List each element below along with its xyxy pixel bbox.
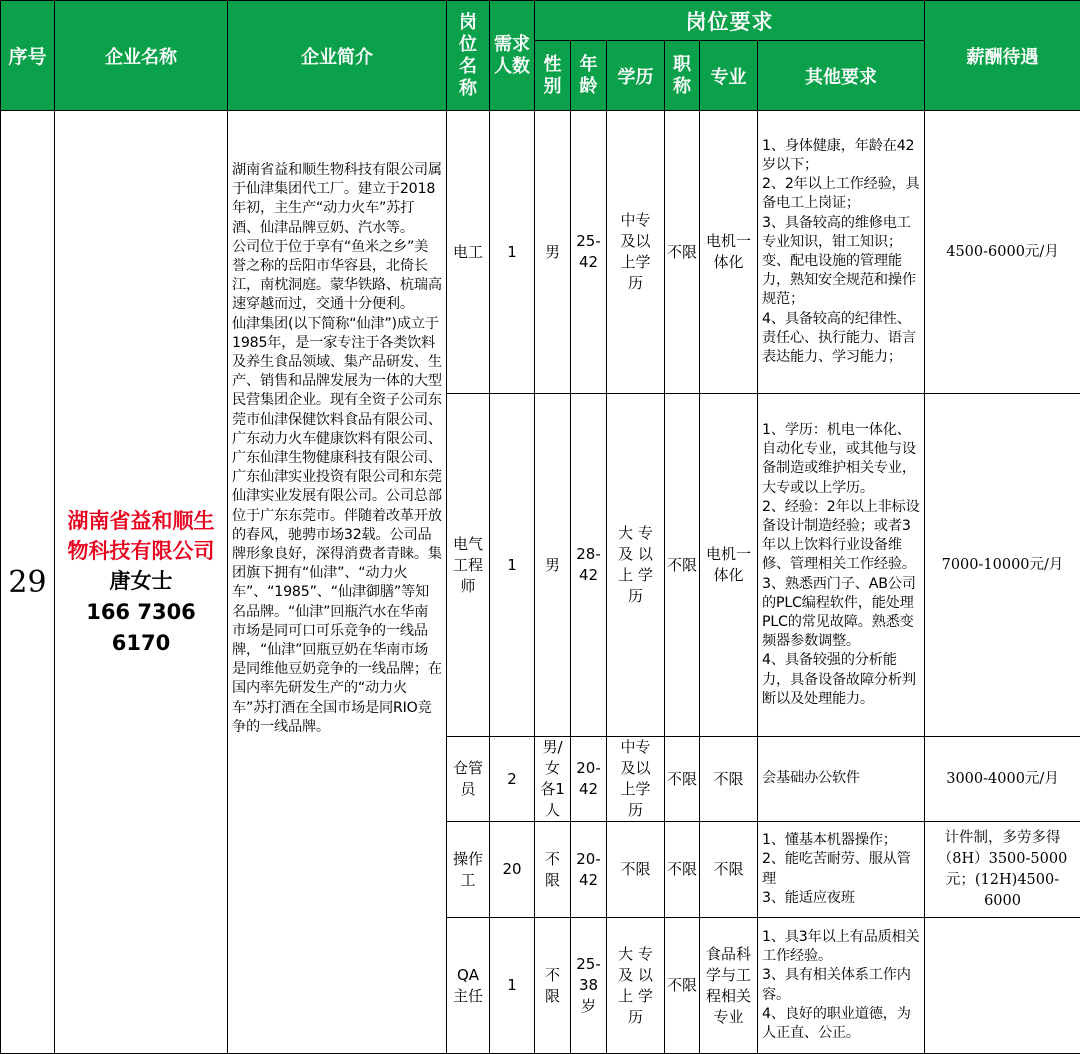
header-requirements: 岗位要求 [535, 1, 925, 41]
header-company: 企业名称 [55, 1, 228, 111]
job-position: 电气 工程 师 [447, 394, 490, 737]
job-gender: 男 [535, 394, 571, 737]
job-salary: 3000-4000元/月 [925, 737, 1080, 822]
header-major: 专业 [700, 41, 758, 111]
job-education: 大 专 及 以 上 学 历 [607, 394, 665, 737]
header-row-top [1, 1, 1080, 41]
header-education: 学历 [607, 41, 665, 111]
job-position: 仓管 员 [447, 737, 490, 822]
job-position: 操作 工 [447, 822, 490, 918]
job-gender: 男 [535, 111, 571, 394]
job-count: 1 [490, 394, 535, 737]
header-count: 需求 人数 [490, 1, 535, 111]
header-seq: 序号 [1, 1, 55, 111]
job-position: 电工 [447, 111, 490, 394]
job-count: 2 [490, 737, 535, 822]
contact-phone-line1: 166 7306 [55, 597, 227, 628]
job-age: 20- 42 [571, 822, 607, 918]
job-other: 1、具3年以上有品质相关工作经验。 3、具有相关体系工作内容。 4、良好的职业道德，为人正直、公正。 [758, 918, 925, 1054]
job-gender: 不 限 [535, 918, 571, 1054]
job-title: 不限 [665, 918, 700, 1054]
job-major: 食品科 学与工 程相关 专业 [700, 918, 758, 1054]
job-count: 20 [490, 822, 535, 918]
header-age: 年 龄 [571, 41, 607, 111]
header-position: 岗 位 名 称 [447, 1, 490, 111]
company-name: 湖南省益和顺生物科技有限公司 [55, 506, 227, 566]
job-other: 1、身体健康，年龄在42岁以下； 2、2年以上工作经验，具备电工上岗证； 3、具备较高的维修电工专业知识，钳工知识；变、配电设施的管理能力，熟知安全规范和操作规范； 4、具备较高的纪律性、责任心、执行能力、语言表达能力、学习能力； [758, 111, 925, 394]
job-salary: 7000-10000元/月 [925, 394, 1080, 737]
job-other: 1、懂基本机器操作； 2、能吃苦耐劳、服从管理 3、能适应夜班 [758, 822, 925, 918]
job-salary [925, 918, 1080, 1054]
contact-phone-line2: 6170 [55, 628, 227, 659]
job-age: 25- 42 [571, 111, 607, 394]
contact-name: 唐女士 [55, 566, 227, 597]
job-age: 20- 42 [571, 737, 607, 822]
job-salary: 4500-6000元/月 [925, 111, 1080, 394]
header-title: 职 称 [665, 41, 700, 111]
table-row [1, 111, 1080, 394]
job-salary: 计件制，多劳多得（8H）3500-5000元；(12H)4500-6000 [925, 822, 1080, 918]
row-seq: 29 [1, 111, 55, 1054]
job-other: 1、学历：机电一体化、自动化专业，或其他与设备制造或维护相关专业，大专或以上学历。 2、经验：2年以上非标设备设计制造经验；或者3年以上饮料行业设备维修、管理相关工作经验。 3、熟悉西门子、AB公司的PLC编程软件，能处理PLC的常见故障。熟悉变频器参数调整。 4、具备较强的分析能力，具备设备故障分析判断以及处理能力。 [758, 394, 925, 737]
company-intro: 湖南省益和顺生物科技有限公司属于仙津集团代工厂。建立于2018年初，主生产“动力火车”苏打酒、仙津品牌豆奶、汽水等。 公司位于位于享有“鱼米之乡”美誉之称的岳阳市华容县，北倚长江，南枕洞庭。蒙华铁路、杭瑞高速穿越而过，交通十分便利。 仙津集团(以下简称“仙津”)成立于1985年，是一家专注于各类饮料及养生食品领域、集产品研发、生产、销售和品牌发展为一体的大型民营集团企业。现有全资子公司东莞市仙津保健饮料食品有限公司、广东动力火车健康饮料有限公司、广东仙津生物健康科技有限公司、广东仙津实业投资有限公司和东莞仙津实业发展有限公司。公司总部位于广东东莞市。伴随着改革开放的春风，驰骋市场32载。公司品牌形象良好，深得消费者青睐。集团旗下拥有“仙津”、“动力火车”、“1985”、“仙津御膳”等知名品牌。“仙津”回瓶汽水在华南市场是同可口可乐竞争的一线品牌，“仙津”回瓶豆奶在华南市场是同维他豆奶竞争的一线品牌；在国内率先研发生产的“动力火车”苏打酒在全国市场是同RIO竞争的一线品牌。 [228, 111, 447, 1054]
job-age: 28- 42 [571, 394, 607, 737]
job-gender: 男/ 女 各1 人 [535, 737, 571, 822]
job-position: QA 主任 [447, 918, 490, 1054]
job-count: 1 [490, 111, 535, 394]
job-other: 会基础办公软件 [758, 737, 925, 822]
job-title: 不限 [665, 111, 700, 394]
header-intro: 企业简介 [228, 1, 447, 111]
job-education: 中专 及以 上学 历 [607, 737, 665, 822]
job-education: 中专 及以 上学 历 [607, 111, 665, 394]
company-cell [55, 111, 228, 1054]
job-major: 电机一 体化 [700, 111, 758, 394]
job-title: 不限 [665, 394, 700, 737]
job-education: 大 专 及 以 上 学 历 [607, 918, 665, 1054]
header-salary: 薪酬待遇 [925, 1, 1080, 111]
header-gender: 性 别 [535, 41, 571, 111]
job-age: 25- 38 岁 [571, 918, 607, 1054]
job-major: 电机一 体化 [700, 394, 758, 737]
job-title: 不限 [665, 737, 700, 822]
job-gender: 不 限 [535, 822, 571, 918]
job-count: 1 [490, 918, 535, 1054]
job-major: 不限 [700, 737, 758, 822]
job-education: 不限 [607, 822, 665, 918]
job-title: 不限 [665, 822, 700, 918]
header-other: 其他要求 [758, 41, 925, 111]
job-major: 不限 [700, 822, 758, 918]
